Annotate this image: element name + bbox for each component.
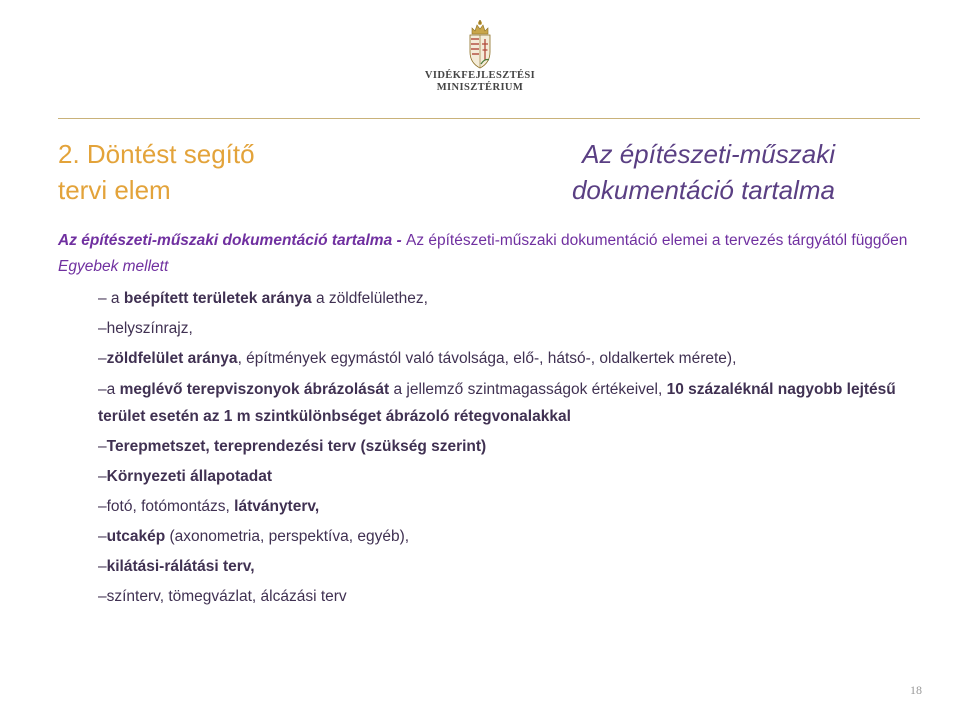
logo-line-1: VIDÉKFEJLESZTÉSI (424, 70, 536, 81)
item-text: –színterv, tömegvázlat, álcázási terv (98, 588, 347, 605)
list-item (98, 376, 908, 430)
item-text-bold: Terepmetszet, tereprendezési terv (szükség szerint) (106, 438, 487, 455)
logo-line-2: MINISZTÉRIUM (436, 82, 524, 93)
slide-title-line-1: Az építészeti-műszaki (582, 139, 835, 169)
item-text: –fotó, fotómontázs, (98, 498, 235, 515)
item-text: , építmények egymástól való távolsága, elő-, hátsó-, oldalkertek mérete), (237, 350, 737, 367)
slide-title-line-2: dokumentáció tartalma (571, 175, 835, 205)
ministry-logo (420, 20, 540, 94)
item-text: – (98, 558, 107, 575)
item-list (98, 286, 908, 610)
item-text-bold: kilátási-rálátási terv, (106, 558, 255, 575)
item-text: a jellemző szintmagasságok értékeivel, (389, 381, 667, 398)
list-item (98, 434, 908, 460)
item-text: – (98, 438, 107, 455)
list-item (98, 286, 908, 312)
section-title (58, 136, 255, 208)
item-text-bold: zöldfelület aránya (106, 350, 238, 367)
item-text: (axonometria, perspektíva, egyéb), (165, 528, 410, 545)
list-item (98, 524, 908, 550)
item-text-bold: beépített területek aránya (123, 290, 312, 307)
section-title-line-1: 2. Döntést segítő (58, 139, 255, 169)
item-text-bold: látványterv, (234, 498, 320, 515)
item-text-bold: utcakép (106, 528, 166, 545)
item-text: – (98, 528, 107, 545)
item-text: – (98, 468, 107, 485)
item-text: a zöldfelülethez, (311, 290, 428, 307)
intro-lead: Az építészeti-műszaki dokumentáció tartalma - (58, 232, 406, 249)
item-text-bold: Környezeti állapotadat (106, 468, 272, 485)
intro-rest: Az építészeti-műszaki dokumentáció elemei a tervezés tárgyától függően (405, 232, 908, 249)
hungarian-coat-of-arms-icon (466, 20, 494, 70)
item-text: –a (98, 381, 120, 398)
intro-paragraph (58, 228, 908, 254)
item-text-bold: meglévő terepviszonyok ábrázolását (119, 381, 390, 398)
list-item (98, 346, 908, 372)
list-item (98, 316, 908, 342)
list-item (98, 584, 908, 610)
list-item (98, 464, 908, 490)
list-item (98, 494, 908, 520)
page-number: 18 (910, 683, 922, 697)
slide-content (58, 228, 908, 614)
list-item (98, 554, 908, 580)
item-text: – (98, 350, 107, 367)
item-text: –helyszínrajz, (98, 320, 193, 337)
intro-sub: Egyebek mellett (58, 258, 169, 275)
header-divider (58, 118, 920, 119)
slide-title (572, 136, 835, 208)
item-text-bold: 10 százaléknál nagyobb lejtésű terület esetén az 1 m szintkülönbséget ábrázoló rétegvonalakkal (98, 381, 896, 425)
section-title-line-2: tervi elem (58, 175, 171, 205)
item-text: – a (98, 290, 124, 307)
